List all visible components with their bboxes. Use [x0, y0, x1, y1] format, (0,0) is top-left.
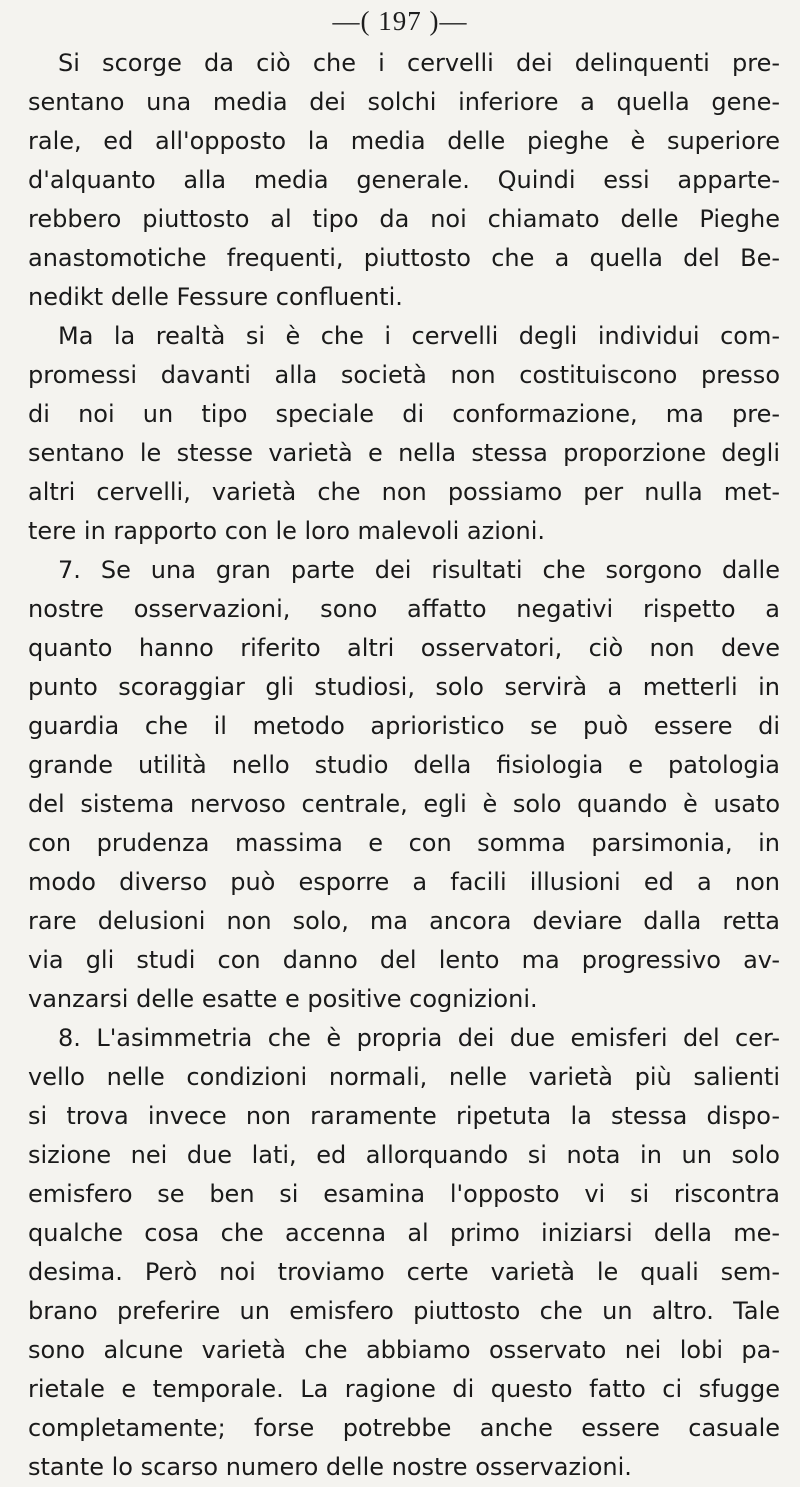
text-line: rare delusioni non solo, ma ancora deviare dalla retta: [28, 907, 780, 935]
text-line: via gli studi con danno del lento ma progressivo av-: [28, 946, 780, 974]
text-line: anastomotiche frequenti, piuttosto che a quella del Be-: [28, 244, 780, 272]
text-line: vanzarsi delle esatte e positive cognizioni.: [28, 985, 538, 1013]
text-line: completamente; forse potrebbe anche essere casuale: [28, 1414, 780, 1442]
text-line: rale, ed all'opposto la media delle pieghe è superiore: [28, 127, 780, 155]
text-line: modo diverso può esporre a facili illusioni ed a non: [28, 868, 780, 896]
text-line: quanto hanno riferito altri osservatori, ciò non deve: [28, 634, 780, 662]
text-line: tere in rapporto con le loro malevoli azioni.: [28, 517, 546, 545]
text-line: vello nelle condizioni normali, nelle varietà più salienti: [28, 1063, 780, 1091]
text-line: sentano le stesse varietà e nella stessa proporzione degli: [28, 439, 780, 467]
text-line: Ma la realtà si è che i cervelli degli individui com-: [58, 322, 780, 350]
text-line: sentano una media dei solchi inferiore a quella gene-: [28, 88, 780, 116]
text-line: stante lo scarso numero delle nostre osservazioni.: [28, 1453, 632, 1481]
text-line: sizione nei due lati, ed allorquando si nota in un solo: [28, 1141, 780, 1169]
text-line: punto scoraggiar gli studiosi, solo servirà a metterli in: [28, 673, 780, 701]
text-line: nedikt delle Fessure confluenti.: [28, 283, 403, 311]
text-line: rebbero piuttosto al tipo da noi chiamato delle Pieghe: [28, 205, 780, 233]
text-line: 8. L'asimmetria che è propria dei due emisferi del cer-: [58, 1024, 780, 1052]
text-line: qualche cosa che accenna al primo iniziarsi della me-: [28, 1219, 780, 1247]
text-line: si trova invece non raramente ripetuta la stessa dispo-: [28, 1102, 780, 1130]
text-line: promessi davanti alla società non costituiscono presso: [28, 361, 780, 389]
text-line: altri cervelli, varietà che non possiamo per nulla met-: [28, 478, 780, 506]
text-line: brano preferire un emisfero piuttosto che un altro. Tale: [28, 1297, 780, 1325]
text-line: del sistema nervoso centrale, egli è solo quando è usato: [28, 790, 780, 818]
text-line: Si scorge da ciò che i cervelli dei delinquenti pre-: [58, 49, 780, 77]
text-line: emisfero se ben si esamina l'opposto vi si riscontra: [28, 1180, 780, 1208]
text-line: sono alcune varietà che abbiamo osservato nei lobi pa-: [28, 1336, 780, 1364]
text-line: rietale e temporale. La ragione di questo fatto ci sfugge: [28, 1375, 780, 1403]
page-number-header: —( 197 )—: [332, 6, 468, 36]
text-line: con prudenza massima e con somma parsimonia, in: [28, 829, 780, 857]
page-body-text: [28, 44, 780, 1487]
text-line: guardia che il metodo aprioristico se può essere di: [28, 712, 780, 740]
text-line: 7. Se una gran parte dei risultati che sorgono dalle: [58, 556, 780, 584]
text-line: grande utilità nello studio della fisiologia e patologia: [28, 751, 780, 779]
text-line: desima. Però noi troviamo certe varietà le quali sem-: [28, 1258, 780, 1286]
text-line: d'alquanto alla media generale. Quindi essi apparte-: [28, 166, 780, 194]
text-line: di noi un tipo speciale di conformazione, ma pre-: [28, 400, 780, 428]
text-line: nostre osservazioni, sono affatto negativi rispetto a: [28, 595, 780, 623]
